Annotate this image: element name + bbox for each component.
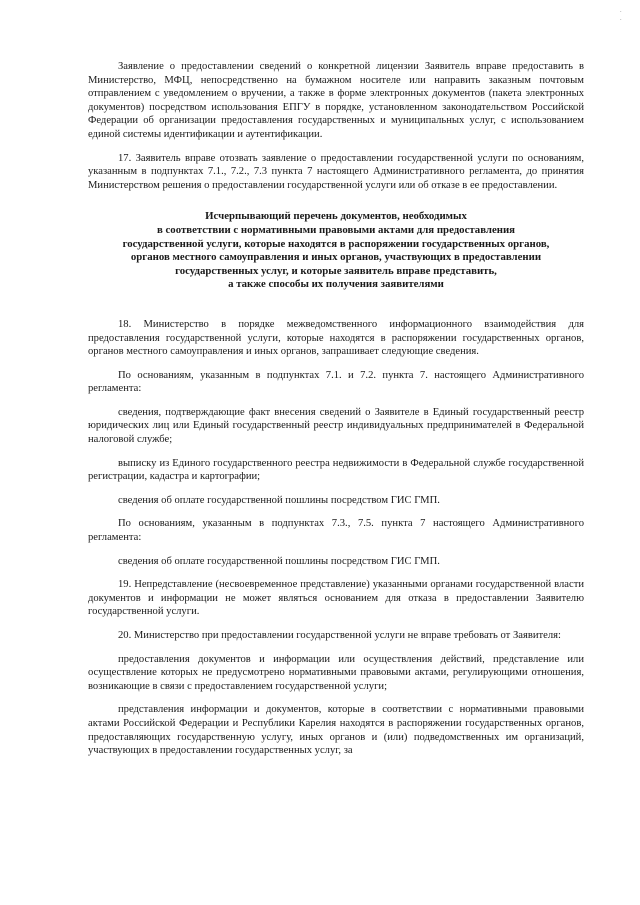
paragraph-egrul-info: сведения, подтверждающие факт внесения сведений о Заявителе в Единый государственный реестр юридических лиц или Единый государственный реестр индивидуальных предпринимателей в Федеральной налоговой службе; [88,406,584,446]
paragraph-18: 18. Министерство в порядке межведомственного информационного взаимодействия для предоставления государственной услуги, которые находятся в распоряжении государственных органов, органов местного самоуправления и иных органов, запрашивает следующие сведения. [88,318,584,358]
paragraph-20-item-2: представления информации и документов, которые в соответствии с нормативными правовыми актами Российской Федерации и Республики Карелия находятся в распоряжении государственных органов, предоставляющих государственную услугу, иных органов и (или) подведомственных им организаций, участвующих в предоставлении государственных услуг, за [88,704,584,757]
scan-mark: · [619,8,622,16]
heading-line: государственной услуги, которые находятся в распоряжении государственных органов, [122,237,550,250]
paragraph-fee-info-2: сведения об оплате государственной пошлины посредством ГИС ГМП. [118,555,440,567]
scan-mark: · [619,16,622,24]
paragraph-grounds-7-3-7-5: По основаниям, указанным в подпунктах 7.3., 7.5. пункта 7 настоящего Административного регламента: [88,518,584,544]
scan-marks [620,8,622,24]
heading-line: органов местного самоуправления и иных органов, участвующих в предоставлении [130,251,542,264]
document-body [88,60,584,758]
paragraph-17: 17. Заявитель вправе отозвать заявление о предоставлении государственной услуги по основаниям, указанным в подпунктах 7.1., 7.2., 7.3 пункта 7 настоящего Административного регламента, до принятия Министерством решения о предоставлении государственной услуги или об отказе в ее предоставлении. [88,152,584,191]
heading-line: в соответствии с нормативными правовыми актами для предоставления [156,223,516,236]
paragraph-19: 19. Непредставление (несвоевременное представление) указанными органами государственной власти документов и информации не может являться основанием для отказа в предоставлении Заявителю государственной услуги. [88,579,584,618]
paragraph-fee-info: сведения об оплате государственной пошлины посредством ГИС ГМП. [118,494,440,506]
paragraph-20: 20. Министерство при предоставлении государственной услуги не вправе требовать от Заявителя: [118,630,561,641]
section-heading [88,210,584,292]
heading-line: Исчерпывающий перечень документов, необходимых [205,210,467,223]
paragraph-egrn-extract: выписку из Единого государственного реестра недвижимости в Федеральной службе государственной регистрации, кадастра и картографии; [88,457,584,483]
paragraph-grounds-7-1-7-2: По основаниям, указанным в подпунктах 7.1. и 7.2. пункта 7. настоящего Административного регламента: [88,369,584,395]
paragraph-20-item-1: предоставления документов и информации или осуществления действий, представление или осуществление которых не предусмотрено нормативными правовыми актами, регулирующими отношения, возникающие в связи с предоставлением государственной услуги; [88,653,584,692]
heading-line: государственных услуг, и которые заявитель вправе представить, [175,264,497,277]
heading-line: а также способы их получения заявителями [228,278,444,291]
paragraph-application-submission: Заявление о предоставлении сведений о конкретной лицензии Заявитель вправе предоставить в Министерство, МФЦ, непосредственно на бумажном носителе или направить заказным почтовым отправлением с уведомлением о вручении, а также в форме электронных документов (пакета электронных документов) посредством использования ЕПГУ в порядке, установленном законодательством Российской Федерации об организации предоставления государственных и муниципальных услуг, с использованием единой системы идентификации и аутентификации. [88,61,584,140]
